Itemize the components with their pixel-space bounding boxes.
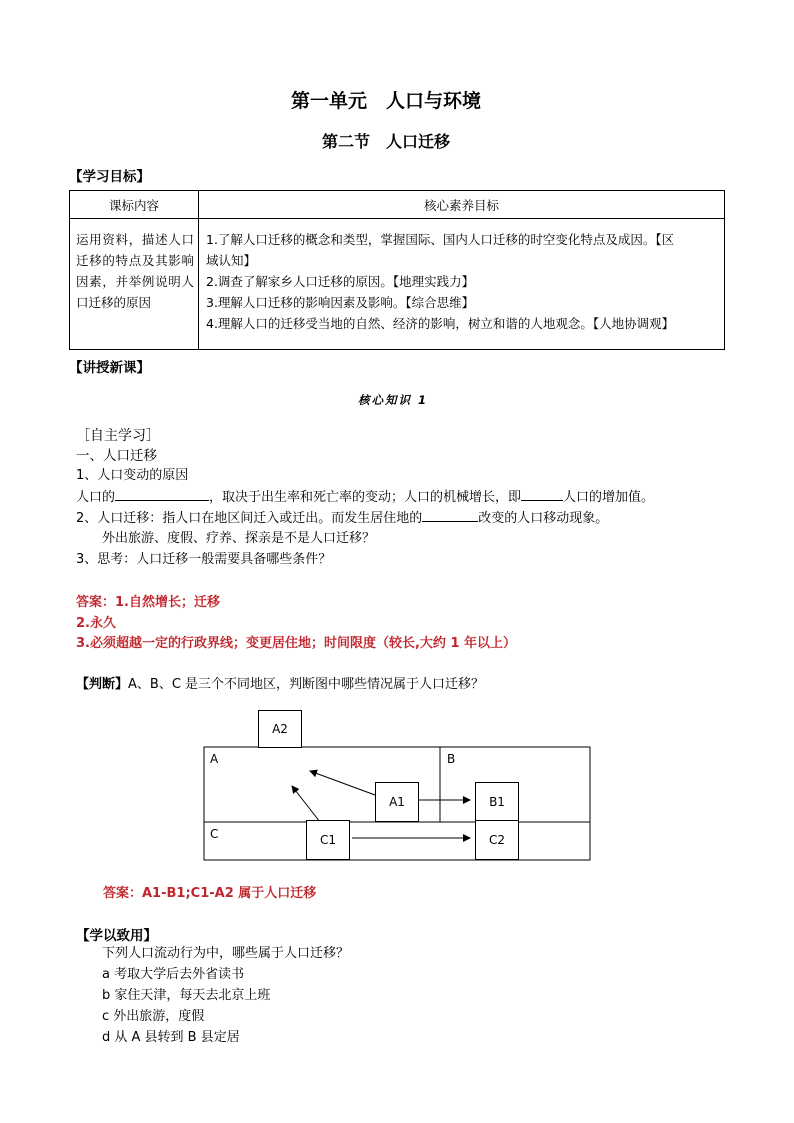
goals-heading: 【学习目标】 <box>69 169 150 185</box>
arrow-a1-a <box>310 771 375 795</box>
blank-natural[interactable] <box>115 486 209 501</box>
arrow-c1-a <box>292 786 320 822</box>
goal-line: 域认知】 <box>206 253 257 268</box>
q1-text-c: 人口的增加值。 <box>563 490 655 505</box>
q1-text-a: 人口的 <box>76 490 116 505</box>
apply-question: 下列人口流动行为中，哪些属于人口迁移？ <box>102 946 350 961</box>
region-b-label: B <box>447 752 456 766</box>
apply-option: d 从 A 县转到 B 县定居 <box>102 1030 240 1045</box>
region-a-label: A <box>210 752 219 766</box>
judge-text: A、B、C 是三个不同地区，判断图中哪些情况属于人口迁移？ <box>128 677 485 692</box>
unit-title: 第一单元 人口与环境 <box>291 90 482 112</box>
region-c-label: C <box>210 827 219 841</box>
q2-sub: 外出旅游、度假、疗养、探亲是不是人口迁移？ <box>102 531 376 546</box>
q2 <box>76 507 608 529</box>
q1-text-b: ，取决于出生率和死亡率的变动；人口的机械增长，即 <box>209 490 522 505</box>
apply-option: a 考取大学后去外省读书 <box>102 967 245 982</box>
box-c2: C2 <box>475 820 519 860</box>
blank-permanent[interactable] <box>422 507 478 522</box>
answer-1: 答案：1.自然增长；迁移 <box>76 595 220 610</box>
apply-option: b 家住天津，每天去北京上班 <box>102 988 271 1003</box>
answer-2: 2.永久 <box>76 616 116 631</box>
goals-left-text: 运用资料，描述人口迁移的特点及其影响因素，并举例说明人口迁移的原因 <box>70 219 199 350</box>
core-knowledge: 核心知识 1 <box>358 393 429 407</box>
answer-3: 3.必须超越一定的行政界线；变更居住地；时间限度（较长,大约 1 年以上） <box>76 636 517 651</box>
apply-option: c 外出旅游，度假 <box>102 1009 205 1024</box>
q2-text-a: 2、人口迁移：指人口在地区间迁入或迁出。而发生居住地的 <box>76 511 423 526</box>
self-study-heading: ［自主学习］ <box>76 428 160 444</box>
judge-answer: 答案：A1-B1;C1-A2 属于人口迁移 <box>103 886 317 901</box>
section-title: 第二节 人口迁移 <box>322 132 451 151</box>
box-c1: C1 <box>306 820 350 860</box>
goal-line: 3.理解人口迁移的影响因素及影响。【综合思维】 <box>206 295 475 310</box>
goal-line: 4.理解人口的迁移受当地的自然、经济的影响，树立和谐的人地观念。【人地协调观】 <box>206 316 675 331</box>
goals-right-cell <box>199 219 725 350</box>
box-a2: A2 <box>258 710 302 748</box>
lecture-heading: 【讲授新课】 <box>69 360 150 376</box>
q1-line <box>76 486 654 508</box>
blank-migration[interactable] <box>521 486 563 501</box>
box-a1: A1 <box>375 782 419 822</box>
goals-col-left: 课标内容 <box>70 191 199 219</box>
q3: 3、思考：人口迁移一般需要具备哪些条件？ <box>76 552 332 567</box>
q2-text-b: 改变的人口移动现象。 <box>478 511 609 526</box>
judge-line <box>76 674 484 695</box>
goals-table <box>69 190 725 350</box>
goal-line: 1.了解人口迁移的概念和类型，掌握国际、国内人口迁移的时空变化特点及成因。【区 <box>206 232 675 247</box>
judge-label: 【判断】 <box>76 677 129 692</box>
apply-heading: 【学以致用】 <box>76 928 157 944</box>
box-b1: B1 <box>475 782 519 822</box>
q1: 1、人口变动的原因 <box>76 468 189 483</box>
goals-col-right: 核心素养目标 <box>199 191 725 219</box>
goal-line: 2.调查了解家乡人口迁移的原因。【地理实践力】 <box>206 274 475 289</box>
section-heading: 一、人口迁移 <box>76 448 157 464</box>
